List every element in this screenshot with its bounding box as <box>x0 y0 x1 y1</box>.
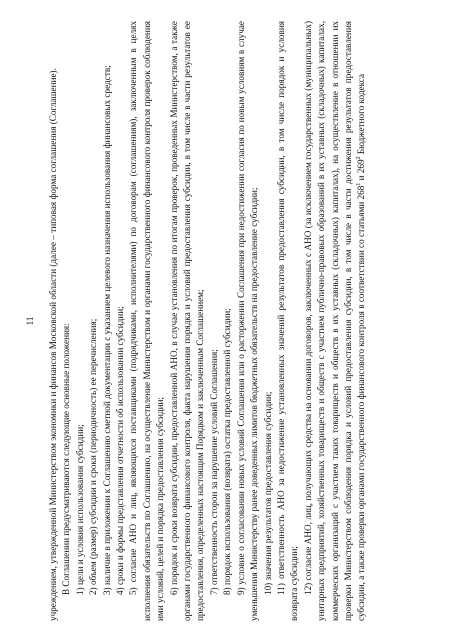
paragraph: В Соглашении предусматриваются следующие основные положения: <box>61 323 72 595</box>
list-item-text: и 269 <box>356 159 367 183</box>
list-item: 4) сроки и формы представления отчетности об использовании субсидии; <box>115 306 126 595</box>
list-item: 3) наличие в приложении к Соглашению сметной документации с указанием целевого назначения использования финансовых средств; <box>101 65 112 595</box>
page-number: 11 <box>25 316 35 326</box>
list-item-text: 12) согласие АНО, лиц, получающих средства на основании договоров, заключенных с АНО (за исключением государственных (муниципальных) унитарных предприятий, хозяйственных товариществ и обществ с участием публично-правовых образований в их уставных (складочных) капиталах, коммерческих организаций с участием таких товариществ и обществ в их уставных (складочных) капиталах), на осуществление в отношении их проверки Министерством соблюдения порядка и условий предоставления субсидии, в том числе в части достижения результатов предоставления субсидии, а также проверки органами государственного финансового контроля в соответствии со статьями 268 <box>302 21 367 621</box>
rotated-content <box>25 21 427 621</box>
list-item: 5) согласие АНО и лиц, являющихся поставщиками (подрядчиками, исполнителями) по договорам (соглашениям), заключенным в целях исполнения обязательств по Соглашению, на осуществление Министерством и органами государственного финансового контроля проверок соблюдения ими условий, целей и порядка предоставления субсидии; <box>128 21 166 621</box>
list-item: 7) ответственность сторон за нарушение условий Соглашения; <box>208 349 219 595</box>
list-item: 1) цели и условия использования субсидии; <box>74 424 85 595</box>
list-item: 9) условие о согласовании новых условий Соглашения или о расторжении Соглашения при недостижении согласия по новым условиям в случае уменьшения Министерству ранее доведенных лимитов бюджетных обязательств на предоставление субсидии; <box>235 21 260 621</box>
body-text <box>47 21 369 621</box>
list-item: 6) порядок и сроки возврата субсидии, предоставленной АНО, в случае установления по итогам проверок, проведенных Министерством, а также органами государственного финансового контроля, факта нарушения порядка и условий предоставления субсидии, в том числе в части результатов ее предоставления, определенных настоящим Порядком и заключенным Соглашением; <box>168 21 206 621</box>
paragraph: учреждением, утвержденной Министерством экономики и финансов Московской области (далее – типовая форма соглашения (Соглашение). <box>48 68 58 621</box>
list-item: 8) порядок использования (возврата) остатка предоставленной субсидии; <box>222 308 233 595</box>
list-item: 11) ответственность АНО за недостижение установленных значений результатов предоставления субсидии, в том числе порядок и условия возврата субсидии; <box>275 21 300 621</box>
list-item: 10) значения результатов предоставления субсидии; <box>262 391 273 595</box>
list-item: 2) объем (размер) субсидии и сроки (периодичность) ее перечисления; <box>88 318 99 595</box>
superscript: 1 <box>356 182 363 186</box>
superscript: 2 <box>356 156 363 160</box>
list-item <box>302 21 369 621</box>
list-item-text: Бюджетного кодекса <box>356 73 367 157</box>
